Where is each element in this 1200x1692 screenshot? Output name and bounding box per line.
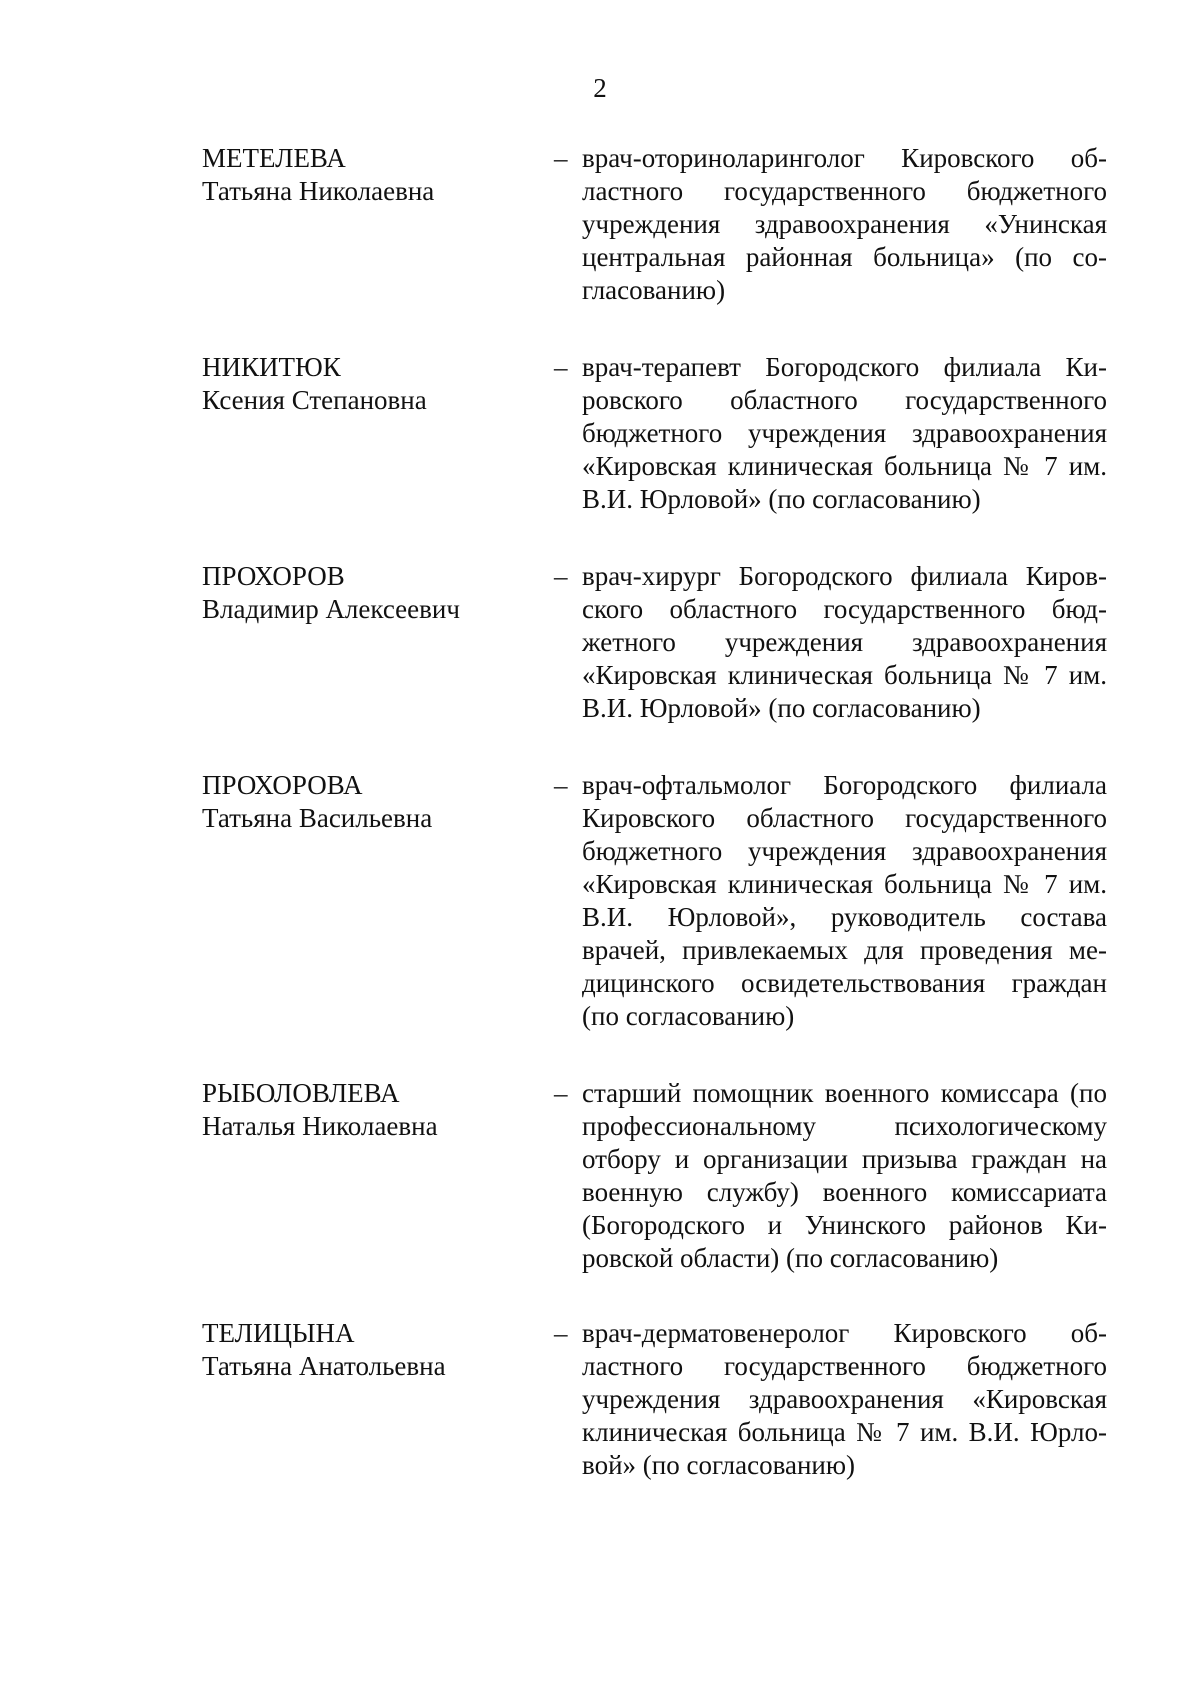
- member-surname: ПРОХОРОВ: [202, 561, 345, 591]
- member-surname: МЕТЕЛЕВА: [202, 143, 346, 173]
- member-surname: ТЕЛИЦЫНА: [202, 1318, 355, 1348]
- member-name: [202, 142, 532, 208]
- member-surname: НИКИТЮК: [202, 352, 341, 382]
- dash-separator: –: [554, 1318, 568, 1348]
- member-position: врач-терапевт Богородского филиала Кировского областного государственного бюджетного учреждения здравоохранения «Кировская клиническая больница № 7 им. В.И. Юрловой» (по согласованию): [582, 352, 1107, 514]
- member-given-names: Татьяна Васильевна: [202, 803, 433, 833]
- page-number: 2: [593, 73, 607, 103]
- member-entry: [0, 142, 1200, 307]
- member-position: старший помощник военного комиссара (по профессиональному психологическому отбору и организации призыва граждан на военную службу) военного комиссариата (Богородского и Унинского районов Кировской области) (по согласованию): [582, 1078, 1107, 1273]
- member-name: [202, 769, 532, 835]
- member-surname: ПРОХОРОВА: [202, 770, 363, 800]
- dash-separator: –: [554, 143, 568, 173]
- member-name: [202, 1317, 532, 1383]
- member-position: врач-хирург Богородского филиала Кировского областного государственного бюджетного учреждения здравоохранения «Кировская клиническая больница № 7 им. В.И. Юрловой» (по согласованию): [582, 561, 1107, 723]
- dash-separator: –: [554, 1078, 568, 1108]
- dash-separator: –: [554, 352, 568, 382]
- member-given-names: Татьяна Анатольевна: [202, 1351, 446, 1381]
- member-entry: [0, 560, 1200, 725]
- member-name: [202, 351, 532, 417]
- dash-separator: –: [554, 561, 568, 591]
- member-position: врач-дерматовенеролог Кировского областного государственного бюджетного учреждения здравоохранения «Кировская клиническая больница № 7 им. В.И. Юрловой» (по согласованию): [582, 1318, 1107, 1480]
- member-given-names: Владимир Алексеевич: [202, 594, 460, 624]
- member-entry: [0, 1077, 1200, 1275]
- member-position: врач-офтальмолог Богородского филиала Кировского областного государственного бюджетного учреждения здравоохранения «Кировская клиническая больница № 7 им. В.И. Юрловой», руководитель состава врачей, привлекаемых для проведения медицинского освидетельствования граждан (по согласованию): [582, 770, 1107, 1031]
- member-entry: [0, 769, 1200, 1033]
- member-given-names: Татьяна Николаевна: [202, 176, 435, 206]
- member-surname: РЫБОЛОВЛЕВА: [202, 1078, 400, 1108]
- member-entry: [0, 1317, 1200, 1482]
- commission-member-list: [0, 142, 1200, 1482]
- member-entry: [0, 351, 1200, 516]
- member-given-names: Наталья Николаевна: [202, 1111, 438, 1141]
- member-given-names: Ксения Степановна: [202, 385, 427, 415]
- member-position: врач-оториноларинголог Кировского областного государственного бюджетного учреждения здравоохранения «Унинская центральная районная больница» (по согласованию): [582, 143, 1107, 305]
- member-name: [202, 1077, 532, 1143]
- dash-separator: –: [554, 770, 568, 800]
- member-name: [202, 560, 532, 626]
